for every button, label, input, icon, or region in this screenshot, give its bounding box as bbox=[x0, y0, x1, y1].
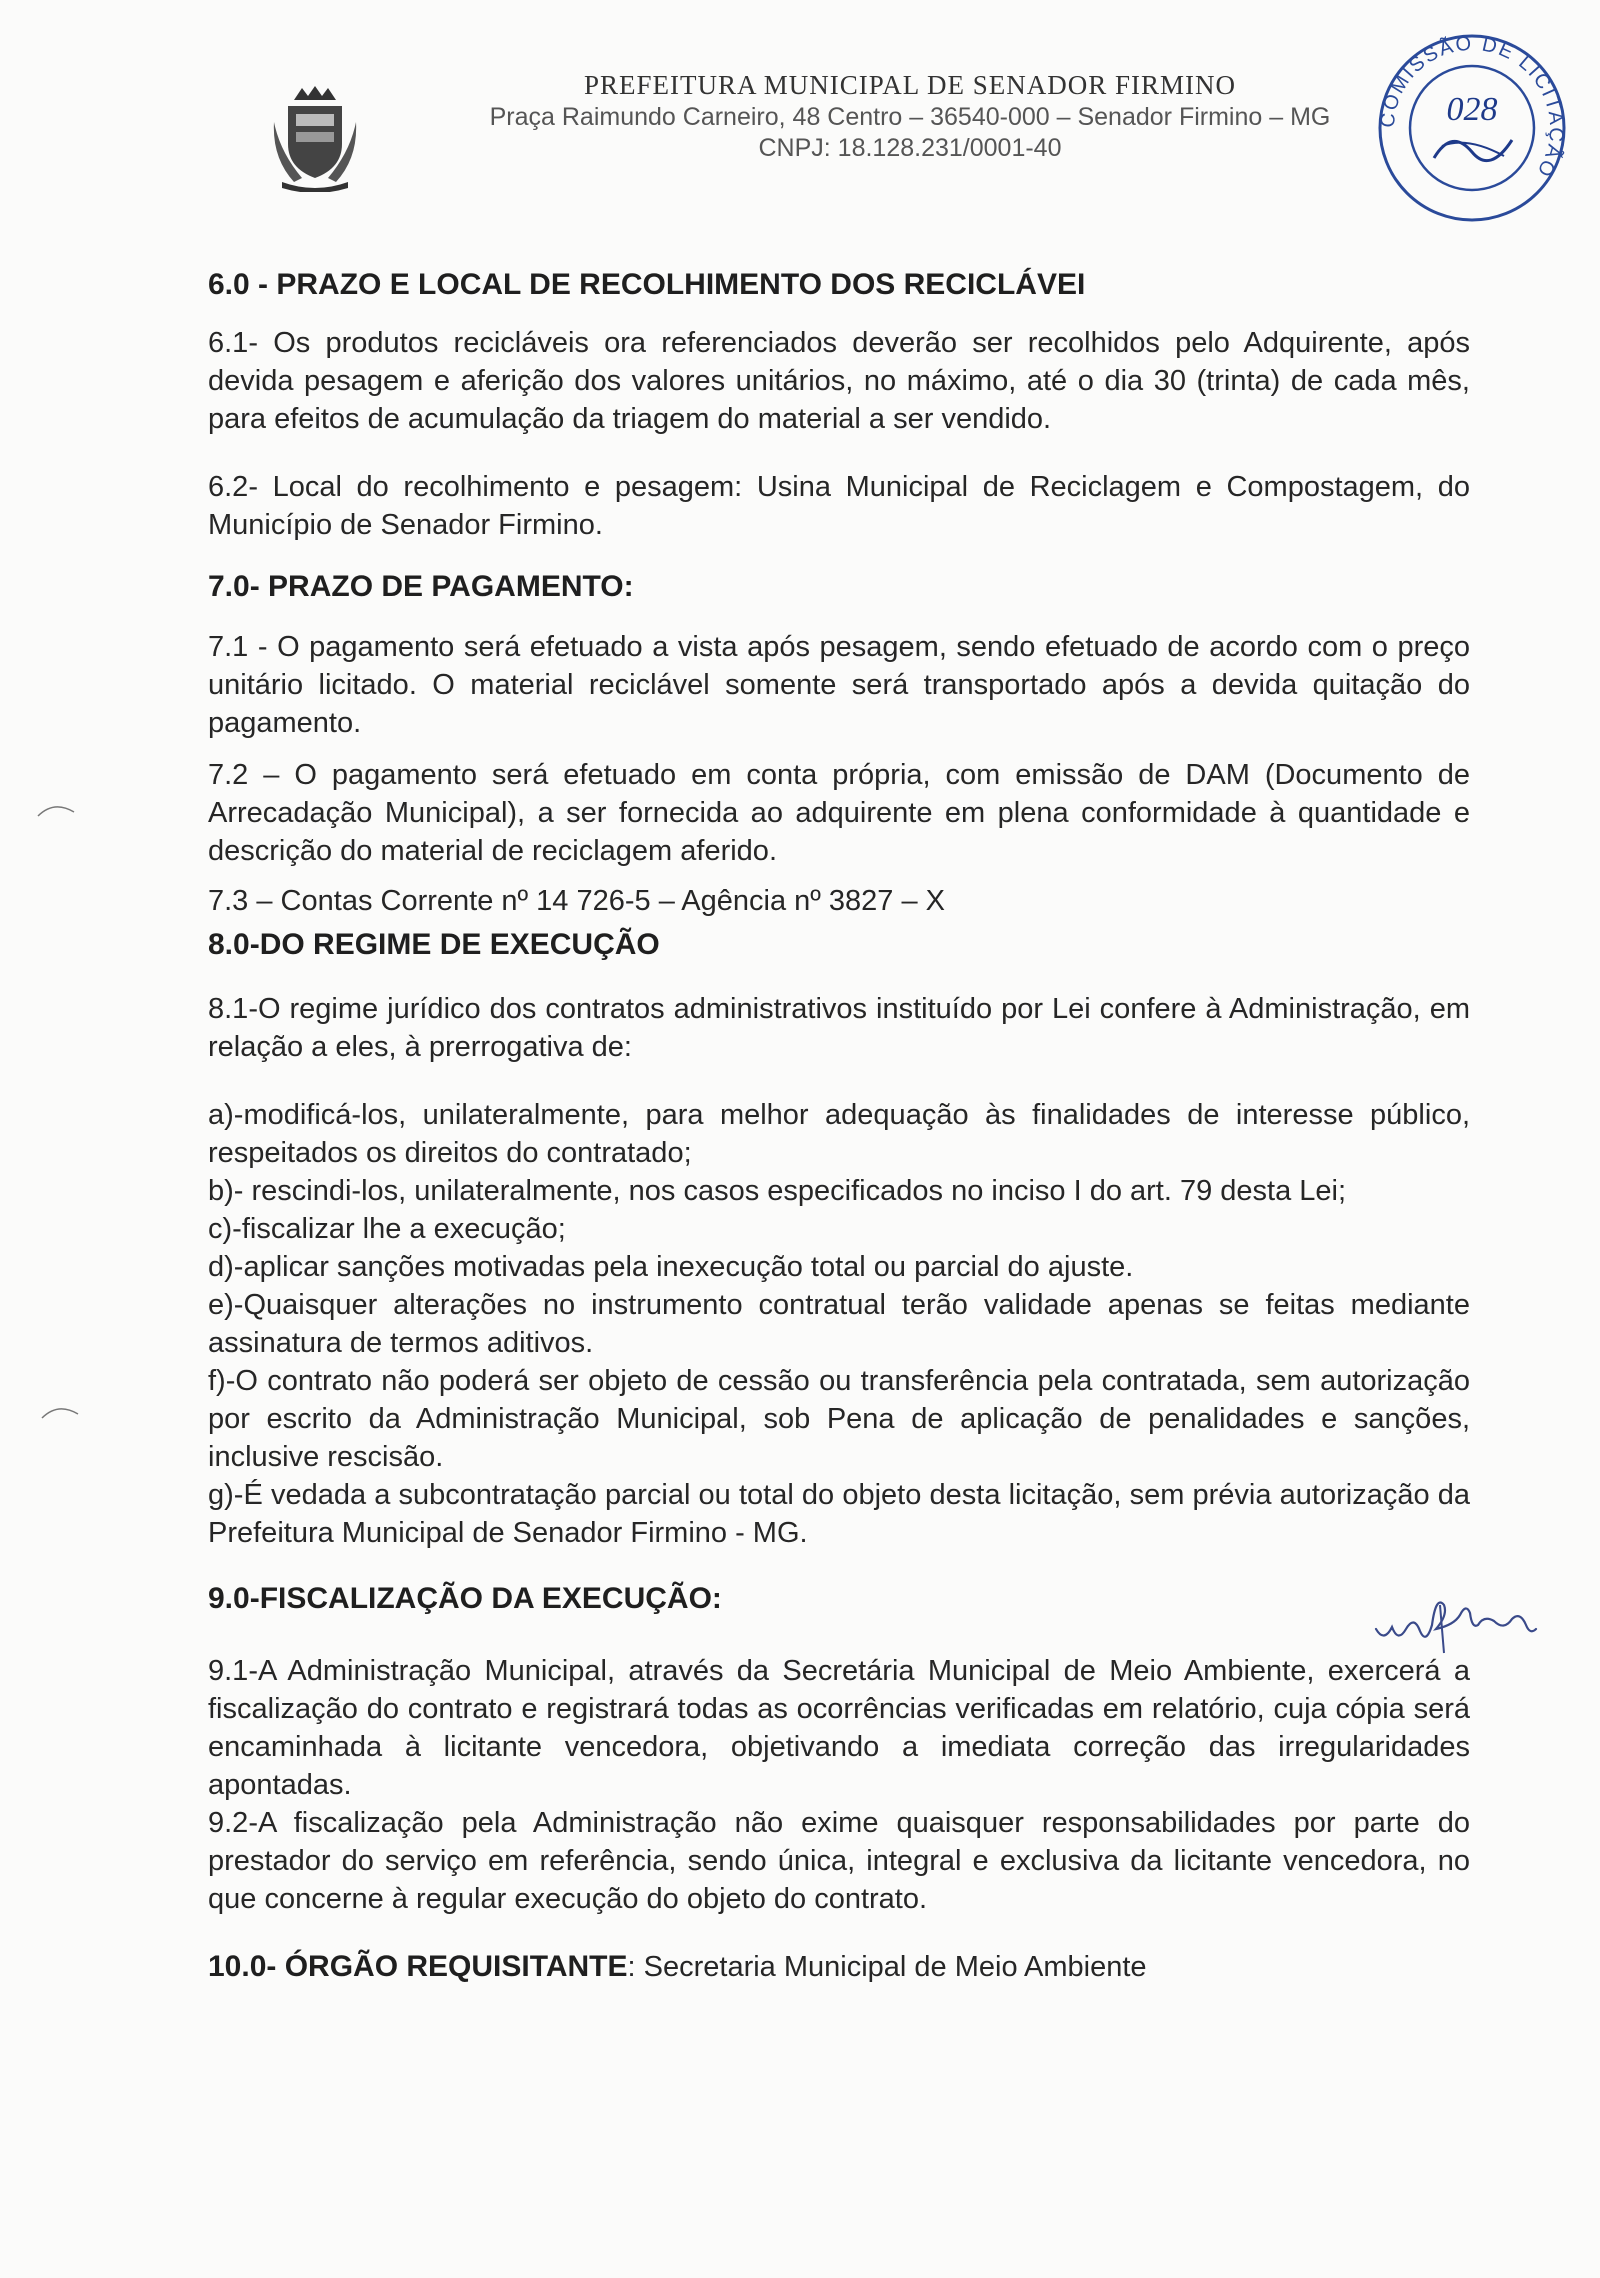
list-item: f)-O contrato não poderá ser objeto de cessão ou transferência pela contratada, sem autorização por escrito da Administração Municipal, sob Pena de aplicação de penalidades e sanções, inclusive rescisão. bbox=[208, 1365, 1470, 1473]
paragraph-9-2: 9.2-A fiscalização pela Administração não exime quaisquer responsabilidades por parte do prestador do serviço em referência, sendo única, integral e exclusiva da licitante vencedora, no que concerne à regular execução do objeto do contrato. bbox=[208, 1807, 1470, 1915]
paragraph-7-1: 7.1 - O pagamento será efetuado a vista após pesagem, sendo efetuado de acordo com o preço unitário licitado. O material reciclável somente será transportado após a devida quitação do pagamento. bbox=[208, 631, 1470, 739]
list-item: g)-É vedada a subcontratação parcial ou total do objeto desta licitação, sem prévia autorização da Prefeitura Municipal de Senador Firmino - MG. bbox=[208, 1479, 1470, 1549]
list-item: c)-fiscalizar lhe a execução; bbox=[208, 1213, 566, 1245]
commission-stamp bbox=[1372, 28, 1572, 228]
letterhead bbox=[400, 70, 1420, 163]
margin-mark bbox=[40, 1402, 80, 1422]
letterhead-address: Praça Raimundo Carneiro, 48 Centro – 36540-000 – Senador Firmino – MG bbox=[489, 103, 1331, 131]
paragraph-6-2: 6.2- Local do recolhimento e pesagem: Usina Municipal de Reciclagem e Compostagem, do Município de Senador Firmino. bbox=[208, 471, 1470, 541]
paragraph-6-1: 6.1- Os produtos recicláveis ora referenciados deverão ser recolhidos pelo Adquirente, após devida pesagem e aferição dos valores unitários, no máximo, até o dia 30 (trinta) de cada mês, para efeitos de acumulação da triagem do material a ser vendido. bbox=[208, 327, 1470, 435]
margin-mark bbox=[36, 800, 76, 820]
handwritten-initials bbox=[1370, 1585, 1540, 1655]
document-body bbox=[208, 268, 1470, 1986]
municipal-crest-icon bbox=[272, 82, 358, 192]
section-7-heading: 7.0- PRAZO DE PAGAMENTO: bbox=[208, 570, 634, 603]
list-item: e)-Quaisquer alterações no instrumento contratual terão validade apenas se feitas mediante assinatura de termos aditivos. bbox=[208, 1289, 1470, 1359]
stamp-number: 028 bbox=[1446, 91, 1498, 128]
section-6-heading: 6.0 - PRAZO E LOCAL DE RECOLHIMENTO DOS RECICLÁVEI bbox=[208, 268, 1086, 301]
paragraph-9-1: 9.1-A Administração Municipal, através da Secretária Municipal de Meio Ambiente, exercerá a fiscalização do contrato e registrará todas as ocorrências verificadas em relatório, cuja cópia será encaminhada à licitante vencedora, objetivando a imediata correção das irregularidades apontadas. bbox=[208, 1655, 1470, 1801]
prerogatives-list bbox=[208, 1096, 1470, 1552]
section-8-heading: 8.0-DO REGIME DE EXECUÇÃO bbox=[208, 928, 660, 961]
stamp-ring-text: COMISSÃO DE LICITAÇÃO bbox=[1376, 32, 1568, 182]
paragraph-7-3: 7.3 – Contas Corrente nº 14 726-5 – Agência nº 3827 – X bbox=[208, 885, 946, 917]
letterhead-cnpj: CNPJ: 18.128.231/0001-40 bbox=[758, 134, 1062, 162]
section-10-value: : Secretaria Municipal de Meio Ambiente bbox=[627, 1951, 1147, 1983]
letterhead-title: PREFEITURA MUNICIPAL DE SENADOR FIRMINO bbox=[583, 70, 1237, 100]
section-10-line bbox=[208, 1948, 1470, 1986]
paragraph-7-2: 7.2 – O pagamento será efetuado em conta própria, com emissão de DAM (Documento de Arrecadação Municipal), a ser fornecida ao adquirente em plena conformidade à quantidade e descrição do material de reciclagem aferido. bbox=[208, 759, 1470, 867]
list-item: d)-aplicar sanções motivadas pela inexecução total ou parcial do ajuste. bbox=[208, 1251, 1134, 1283]
section-9-heading: 9.0-FISCALIZAÇÃO DA EXECUÇÃO: bbox=[208, 1582, 722, 1615]
list-item: a)-modificá-los, unilateralmente, para melhor adequação às finalidades de interesse público, respeitados os direitos do contratado; bbox=[208, 1099, 1470, 1169]
paragraph-8-1: 8.1-O regime jurídico dos contratos administrativos instituído por Lei confere à Administração, em relação a eles, à prerrogativa de: bbox=[208, 993, 1470, 1063]
list-item: b)- rescindi-los, unilateralmente, nos casos especificados no inciso I do art. 79 desta Lei; bbox=[208, 1175, 1347, 1207]
section-10-heading: 10.0- ÓRGÃO REQUISITANTE bbox=[208, 1950, 628, 1983]
